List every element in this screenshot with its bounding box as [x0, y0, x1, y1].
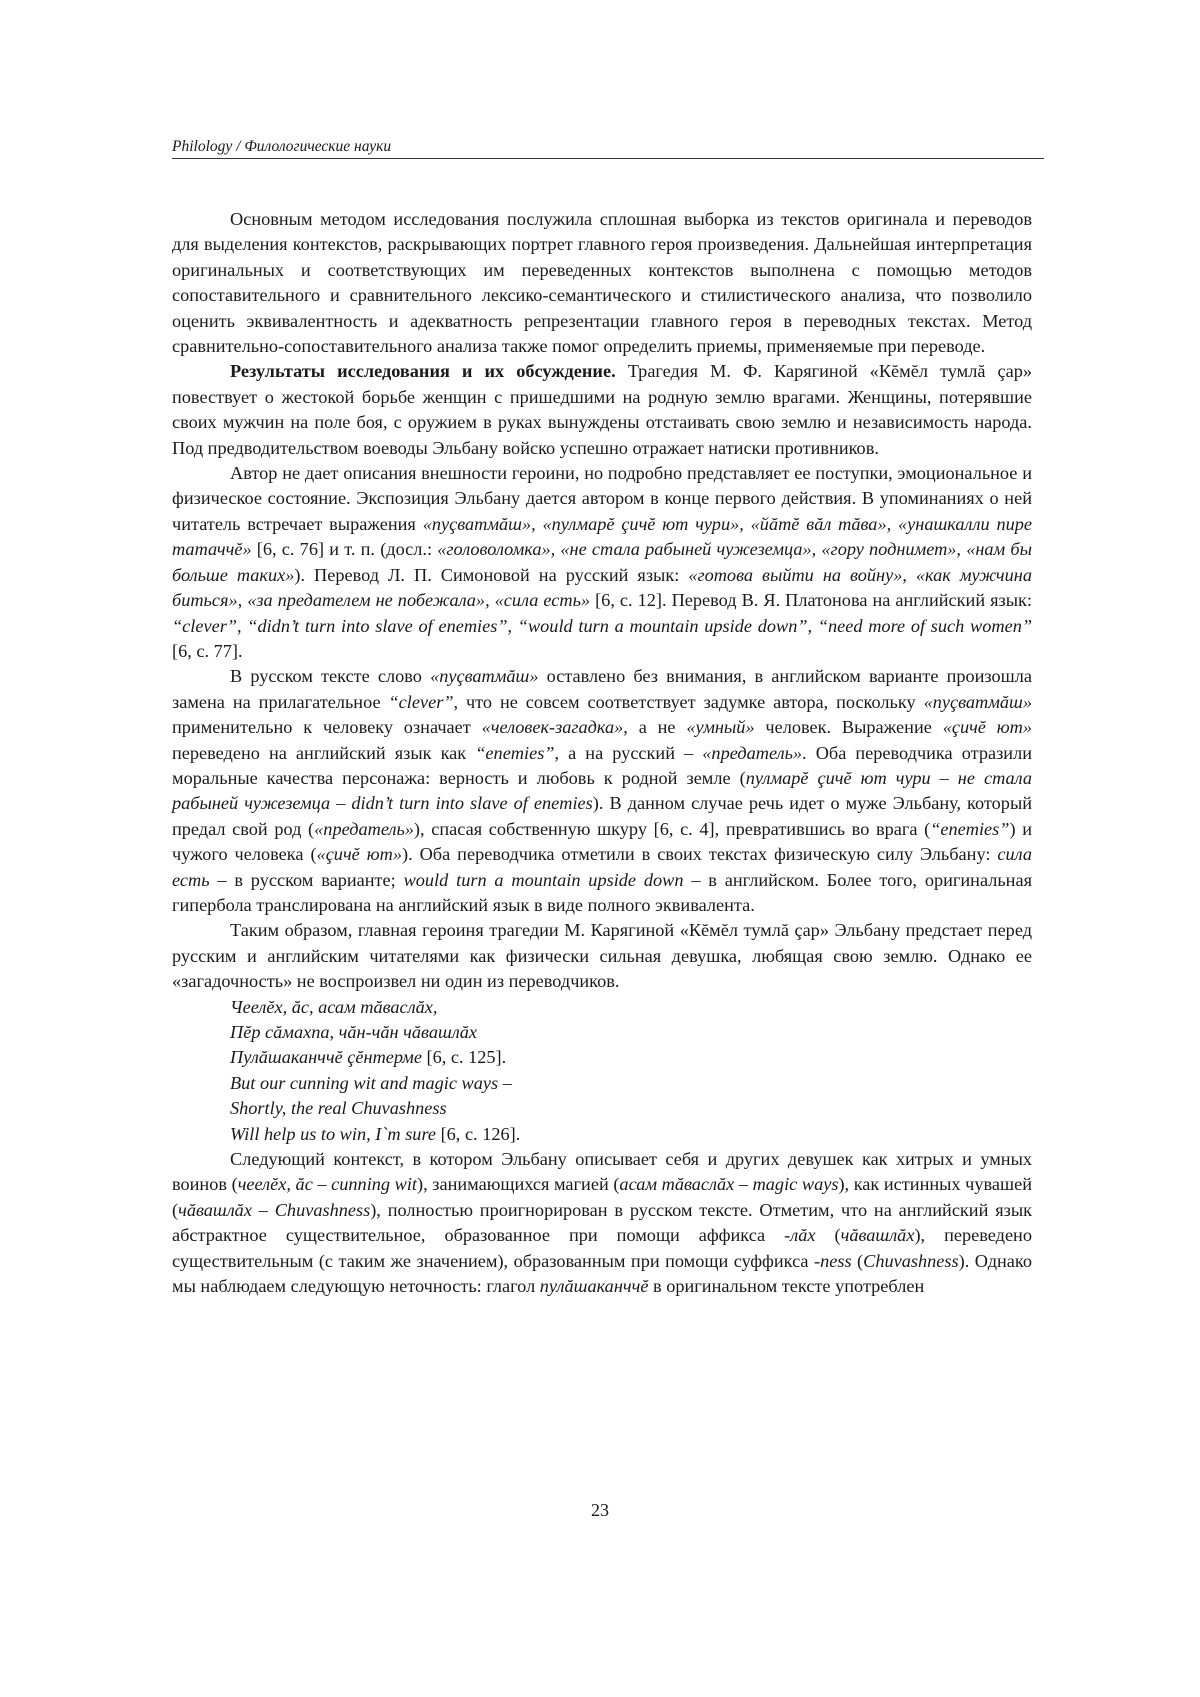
verse-line: Shortly, the real Chuvashness [230, 1098, 447, 1119]
paragraph-translation-analysis: В русском тексте слово «пуçватмăш» оставлено без внимания, в английском варианте произошла замена на прилагательное “clever”, что не совсем соответствует задумке автора, поскольку «пуçватмăш» применительно к человеку означает «человек-загадка», а не «умный» человек. Выражение «çичĕ ют» переведено на английский язык как “enemies”, а на русский – «предатель». Оба переводчика отразили моральные качества персонажа: верность и любовь к родной земле (пулмарĕ çичĕ ют чури – не стала рабыней чужеземца – didn’t turn into slave of enemies). В данном случае речь идет о муже Эльбану, который предал свой род («предатель»), спасая собственную шкуру [6, с. 4], превратившись во врага (“enemies”) и чужого человека («çичĕ ют»). Оба переводчика отметили в своих текстах физическую силу Эльбану: сила есть – в русском варианте; would turn a mountain upside down – в английском. Более того, оригинальная гипербола транслирована на английский язык в виде полного эквивалента. [172, 666, 1033, 915]
article-body [172, 207, 1032, 1299]
running-header [172, 138, 1044, 159]
verse-line: Пĕр сăмахпа, чăн-чăн чăвашлăх [230, 1022, 477, 1042]
verse-line: Пулăшаканччĕ çĕнтерме [6, с. 125]. [230, 1047, 507, 1068]
paragraph-results: Результаты исследования и их обсуждение. Трагедия М. Ф. Карягиной «Кĕмĕл тумлă çар» повествует о жестокой борьбе женщин с пришедшими на родную землю врагами. Женщины, потерявшие своих мужчин на поле боя, с оружием в руках вынуждены отстаивать свою землю и независимость народа. Под предводительством воеводы Эльбану войско успешно отражает натиски противников. [172, 361, 1032, 458]
verse-line: But our cunning wit and magic ways – [230, 1072, 512, 1093]
verse-line: Will help us to win, I`m sure [6, с. 126]. [230, 1123, 521, 1144]
running-title: Philology / Филологические науки [172, 138, 392, 155]
verse-line: Чеелĕх, ăс, асам тăваслăх, [230, 996, 438, 1017]
paragraph-author-description: Автор не дает описания внешности героини, но подробно представляет ее поступки, эмоциональное и физическое состояние. Экспозиция Эльбану дается автором в конце первого действия. В упоминаниях о ней читатель встречает выражения «пуçватмăш», «пулмарĕ çичĕ ют чури», «йăтĕ вăл тăва», «унашкалли пире татаччĕ» [6, с. 76] и т. п. (досл.: «головоломка», «не стала рабыней чужеземца», «гору поднимет», «нам бы больше таких»). Перевод Л. П. Симоновой на русский язык: «готова выйти на войну», «как мужчина биться», «за предателем не побежала», «сила есть» [6, с. 12]. Перевод В. Я. Платонова на английский язык: “clever”, “didn’t turn into slave of enemies”, “would turn a mountain upside down”, “need more of such women” [6, с. 77]. [172, 463, 1033, 661]
paragraph-context-analysis: Следующий контекст, в котором Эльбану описывает себя и других девушек как хитрых и умных воинов (чеелĕх, ăс – cunning wit), занимающихся магией (асам тăваслăх – magic ways), как истинных чувашей (чăвашлăх – Chuvashness), полностью проигнорирован в русском тексте. Отметим, что на английский язык абстрактное существительное, образованное при помощи аффикса -лăх (чăвашлăх), переведено существительным (с таким же значением), образованным при помощи суффикса -ness (Chuvashness). Однако мы наблюдаем следующую неточность: глагол пулăшаканччĕ в оригинальном тексте употреблен [172, 1149, 1032, 1297]
verse-quote [172, 995, 1032, 1147]
page-number: 23 [591, 1500, 609, 1520]
paragraph-conclusion: Таким образом, главная героиня трагедии М. Карягиной «Кĕмĕл тумлă çар» Эльбану предстает перед русским и английским читателями как физически сильная девушка, любящая свою землю. Однако ее «загадочность» не воспроизвел ни один из переводчиков. [172, 920, 1032, 992]
paragraph-methods: Основным методом исследования послужила сплошная выборка из текстов оригинала и переводов для выделения контекстов, раскрывающих портрет главного героя произведения. Дальнейшая интерпретация оригинальных и соответствующих им переведенных контекстов выполнена с помощью методов сопоставительного и сравнительного лексико-семантического и стилистического анализа, что позволило оценить эквивалентность и адекватность репрезентации главного героя в переводных текстах. Метод сравнительно-сопоставительного анализа также помог определить приемы, применяемые при переводе. [172, 209, 1032, 357]
